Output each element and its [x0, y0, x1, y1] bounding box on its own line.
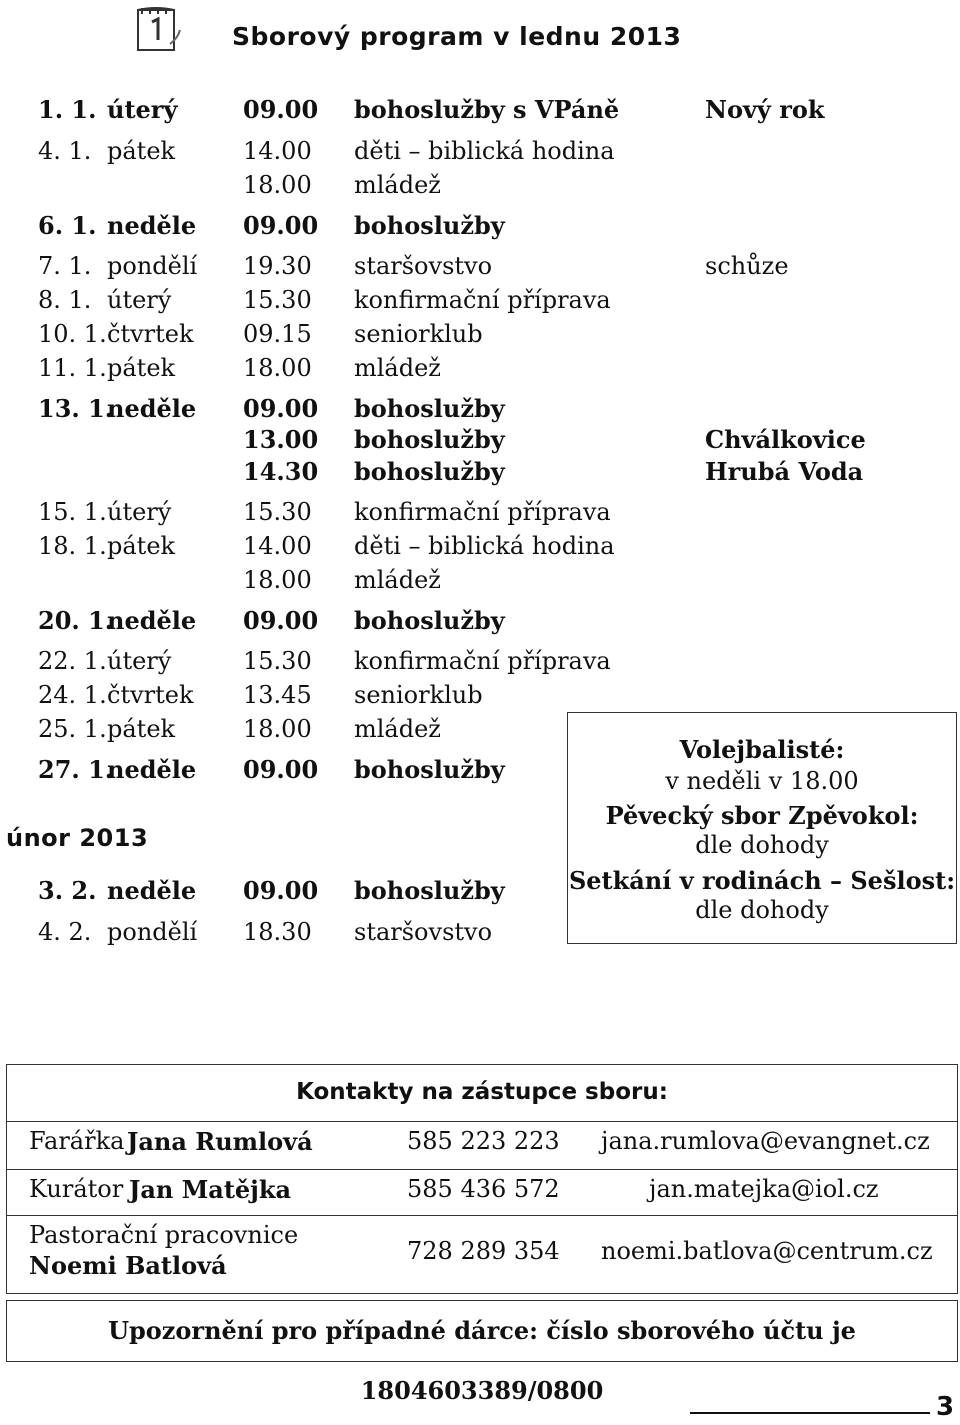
schedule-row [0, 93, 960, 127]
contacts-box [6, 1064, 958, 1294]
schedule-event: děti – biblická hodina [354, 137, 615, 165]
schedule-event: konfirmační příprava [354, 498, 611, 526]
schedule-date: 7. 1. [38, 252, 92, 280]
schedule-day: čtvrtek [107, 681, 194, 709]
contact-phone: 585 436 572 [407, 1175, 560, 1203]
family-meetings-text: dle dohody [695, 896, 829, 924]
page-number: 3 [936, 1392, 955, 1422]
schedule-row [0, 423, 960, 457]
schedule-event: mládež [354, 566, 441, 594]
schedule-row [0, 495, 960, 529]
schedule-note: Nový rok [705, 95, 825, 124]
contact-name: Noemi Batlová [29, 1251, 227, 1280]
schedule-time: 09.00 [243, 394, 319, 423]
schedule-date: 20. 1. [38, 606, 114, 635]
schedule-date: 25. 1. [38, 715, 107, 743]
schedule-date: 18. 1. [38, 532, 107, 560]
choir-heading: Pěvecký sbor Zpěvokol: [605, 801, 919, 830]
schedule-row [0, 644, 960, 678]
schedule-time: 18.00 [243, 171, 312, 199]
schedule-event: staršovstvo [354, 252, 493, 280]
schedule-row [0, 529, 960, 563]
schedule-event: konfirmační příprava [354, 647, 611, 675]
volleyball-text: v neděli v 18.00 [665, 767, 859, 795]
schedule-day: úterý [107, 95, 178, 124]
family-meetings-heading: Setkání v rodinách – Sešlost: [568, 866, 956, 895]
schedule-note: Chválkovice [705, 425, 866, 454]
schedule-day: pátek [107, 532, 176, 560]
schedule-row [0, 209, 960, 243]
schedule-date: 10. 1. [38, 320, 107, 348]
schedule-row [0, 317, 960, 351]
schedule-event: seniorklub [354, 681, 483, 709]
schedule-time: 09.00 [243, 211, 319, 240]
schedule-time: 18.00 [243, 566, 312, 594]
schedule-time: 14.00 [243, 137, 312, 165]
contact-email[interactable]: noemi.batlova@centrum.cz [601, 1237, 933, 1265]
schedule-row [0, 283, 960, 317]
schedule-event: konfirmační příprava [354, 286, 611, 314]
contact-name: Jan Matějka [129, 1175, 292, 1204]
activities-box [567, 712, 957, 944]
donor-notice: Upozornění pro případné dárce: číslo sborového účtu je 1804603389/0800 [6, 1300, 958, 1362]
schedule-day: neděle [107, 606, 197, 635]
page-title: Sborový program v lednu 2013 [232, 22, 682, 51]
schedule-row [0, 604, 960, 638]
schedule-time: 14.30 [243, 457, 319, 486]
footer-rule [690, 1412, 930, 1414]
schedule-date: 24. 1. [38, 681, 107, 709]
contact-name: Jana Rumlová [127, 1127, 313, 1156]
february-heading: únor 2013 [6, 824, 149, 852]
volleyball-heading: Volejbalisté: [679, 735, 845, 764]
schedule-day: čtvrtek [107, 320, 194, 348]
schedule-day: úterý [107, 286, 172, 314]
schedule-date: 4. 2. [38, 918, 92, 946]
schedule-event: bohoslužby [354, 876, 505, 905]
schedule-row [0, 168, 960, 202]
contact-email[interactable]: jana.rumlova@evangnet.cz [601, 1127, 930, 1155]
schedule-date: 3. 2. [38, 876, 97, 905]
schedule-time: 18.30 [243, 918, 312, 946]
schedule-note: schůze [705, 252, 789, 280]
schedule-event: mládež [354, 171, 441, 199]
schedule-day: pátek [107, 137, 176, 165]
schedule-day: neděle [107, 394, 197, 423]
calendar-icon [134, 4, 184, 54]
schedule-row [0, 351, 960, 385]
schedule-time: 09.15 [243, 320, 312, 348]
contact-role: Pastorační pracovnice [29, 1221, 299, 1249]
schedule-time: 15.30 [243, 286, 312, 314]
schedule-event: mládež [354, 715, 441, 743]
schedule-time: 19.30 [243, 252, 312, 280]
schedule-day: neděle [107, 876, 197, 905]
schedule-event: bohoslužby [354, 425, 505, 454]
schedule-date: 11. 1. [38, 354, 107, 382]
schedule-event: bohoslužby [354, 457, 505, 486]
schedule-day: úterý [107, 647, 172, 675]
schedule-time: 13.00 [243, 425, 319, 454]
schedule-event: bohoslužby s VPáně [354, 95, 620, 124]
schedule-date: 8. 1. [38, 286, 92, 314]
schedule-event: bohoslužby [354, 606, 505, 635]
schedule-date: 22. 1. [38, 647, 107, 675]
schedule-date: 13. 1. [38, 394, 114, 423]
schedule-day: neděle [107, 211, 197, 240]
schedule-time: 15.30 [243, 647, 312, 675]
schedule-row [0, 563, 960, 597]
schedule-day: pátek [107, 354, 176, 382]
schedule-event: bohoslužby [354, 394, 505, 423]
schedule-date: 27. 1. [38, 755, 114, 784]
contact-role: Kurátor [29, 1175, 124, 1203]
schedule-event: mládež [354, 354, 441, 382]
schedule-event: staršovstvo [354, 918, 493, 946]
contact-phone: 585 223 223 [407, 1127, 560, 1155]
schedule-row [0, 678, 960, 712]
schedule-date: 15. 1. [38, 498, 107, 526]
schedule-time: 09.00 [243, 95, 319, 124]
schedule-time: 18.00 [243, 715, 312, 743]
schedule-time: 18.00 [243, 354, 312, 382]
schedule-event: bohoslužby [354, 211, 505, 240]
schedule-time: 09.00 [243, 876, 319, 905]
schedule-time: 15.30 [243, 498, 312, 526]
schedule-event: děti – biblická hodina [354, 532, 615, 560]
schedule-day: pondělí [107, 252, 198, 280]
contacts-heading: Kontakty na zástupce sboru: [296, 1079, 668, 1105]
contact-role: Farářka [29, 1127, 125, 1155]
schedule-row [0, 134, 960, 168]
schedule-day: pondělí [107, 918, 198, 946]
schedule-time: 09.00 [243, 606, 319, 635]
schedule-time: 13.45 [243, 681, 312, 709]
schedule-day: pátek [107, 715, 176, 743]
schedule-event: bohoslužby [354, 755, 505, 784]
schedule-row [0, 455, 960, 489]
schedule-day: úterý [107, 498, 172, 526]
schedule-row [0, 392, 960, 426]
schedule-row [0, 249, 960, 283]
schedule-day: neděle [107, 755, 197, 784]
contact-phone: 728 289 354 [407, 1237, 560, 1265]
choir-text: dle dohody [695, 831, 829, 859]
schedule-date: 4. 1. [38, 137, 92, 165]
schedule-event: seniorklub [354, 320, 483, 348]
schedule-date: 6. 1. [38, 211, 97, 240]
schedule-time: 14.00 [243, 532, 312, 560]
schedule-time: 09.00 [243, 755, 319, 784]
schedule-date: 1. 1. [38, 95, 97, 124]
contact-email[interactable]: jan.matejka@iol.cz [649, 1175, 879, 1203]
schedule-note: Hrubá Voda [705, 457, 864, 486]
